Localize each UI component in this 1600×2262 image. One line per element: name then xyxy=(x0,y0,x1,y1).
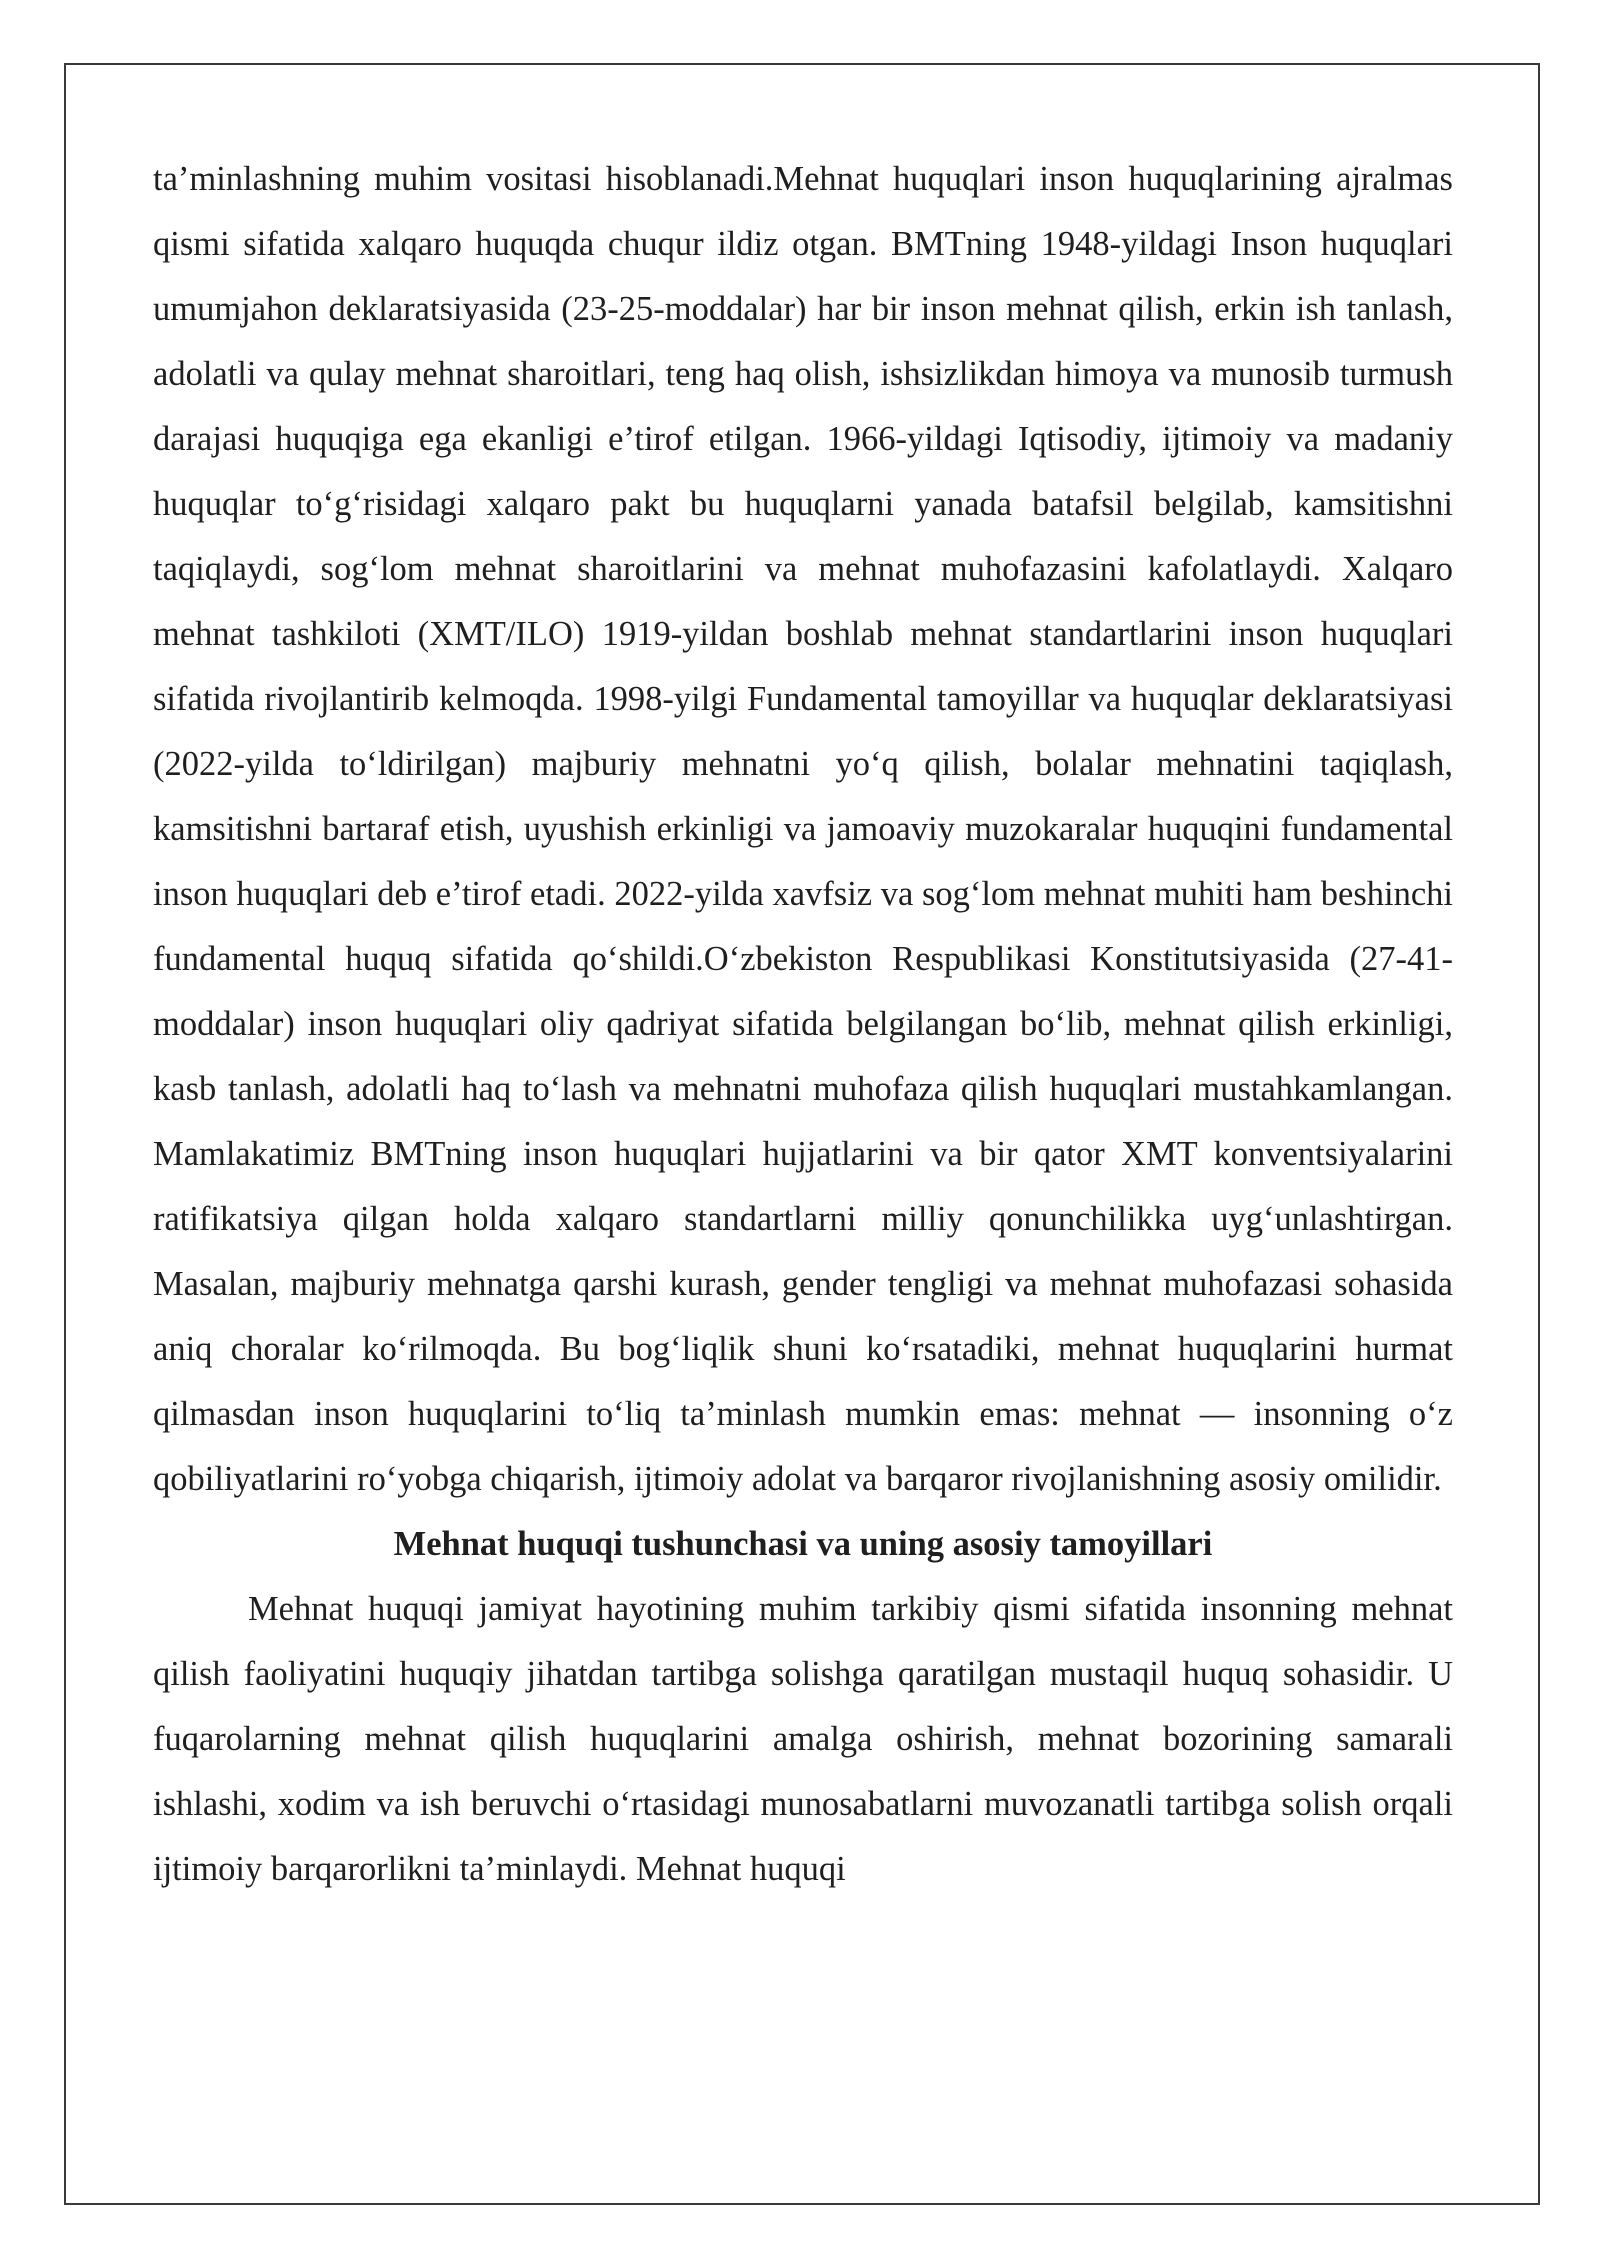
body-paragraph: ta’minlashning muhim vositasi hisoblanadi.Mehnat huquqlari inson huquqlarining ajralmas qismi sifatida xalqaro huquqda chuqur ildiz otgan. BMTning 1948-yildagi Inson huquqlari umumjahon deklaratsiyasida (23-25-moddalar) har bir inson mehnat qilish, erkin ish tanlash, adolatli va qulay mehnat sharoitlari, teng haq olish, ishsizlikdan himoya va munosib turmush darajasi huquqiga ega ekanligi e’tirof etilgan. 1966-yildagi Iqtisodiy, ijtimoiy va madaniy huquqlar to‘g‘risidagi xalqaro pakt bu huquqlarni yanada batafsil belgilab, kamsitishni taqiqlaydi, sog‘lom mehnat sharoitlarini va mehnat muhofazasini kafolatlaydi. Xalqaro mehnat tashkiloti (XMT/ILO) 1919-yildan boshlab mehnat standartlarini inson huquqlari sifatida rivojlantirib kelmoqda. 1998-yilgi Fundamental tamoyillar va huquqlar deklaratsiyasi (2022-yilda to‘ldirilgan) majburiy mehnatni yo‘q qilish, bolalar mehnatini taqiqlash, kamsitishni bartaraf etish, uyushish erkinligi va jamoaviy muzokaralar huquqini fundamental inson huquqlari deb e’tirof etadi. 2022-yilda xavfsiz va sog‘lom mehnat muhiti ham beshinchi fundamental huquq sifatida qo‘shildi.O‘zbekiston Respublikasi Konstitutsiyasida (27-41-moddalar) inson huquqlari oliy qadriyat sifatida belgilangan bo‘lib, mehnat qilish erkinligi, kasb tanlash, adolatli haq to‘lash va mehnatni muhofaza qilish huquqlari mustahkamlangan. Mamlakatimiz BMTning inson huquqlari hujjatlarini va bir qator XMT konventsiyalarini ratifikatsiya qilgan holda xalqaro standartlarni milliy qonunchilikka uyg‘unlashtirgan. Masalan, majburiy mehnatga qarshi kurash, gender tengligi va mehnat muhofazasi sohasida aniq choralar ko‘rilmoqda. Bu bog‘liqlik shuni ko‘rsatadiki, mehnat huquqlarini hurmat qilmasdan inson huquqlarini to‘liq ta’minlash mumkin emas: mehnat — insonning o‘z qobiliyatlarini ro‘yobga chiqarish, ijtimoiy adolat va barqaror rivojlanishning asosiy omilidir. xyxy=(153,160,1453,1498)
section-heading: Mehnat huquqi tushunchasi va uning asosiy tamoyillari xyxy=(393,1525,1213,1563)
body-paragraph-after-heading: Mehnat huquqi jamiyat hayotining muhim tarkibiy qismi sifatida insonning mehnat qilish faoliyatini huquqiy jihatdan tartibga solishga qaratilgan mustaqil huquq sohasidir. U fuqarolarning mehnat qilish huquqlarini amalga oshirish, mehnat bozorining samarali ishlashi, xodim va ish beruvchi o‘rtasidagi munosabatlarni muvozanatli tartibga solish orqali ijtimoiy barqarorlikni ta’minlaydi. Mehnat huquqi xyxy=(153,1590,1453,1888)
document-body xyxy=(153,147,1453,1902)
